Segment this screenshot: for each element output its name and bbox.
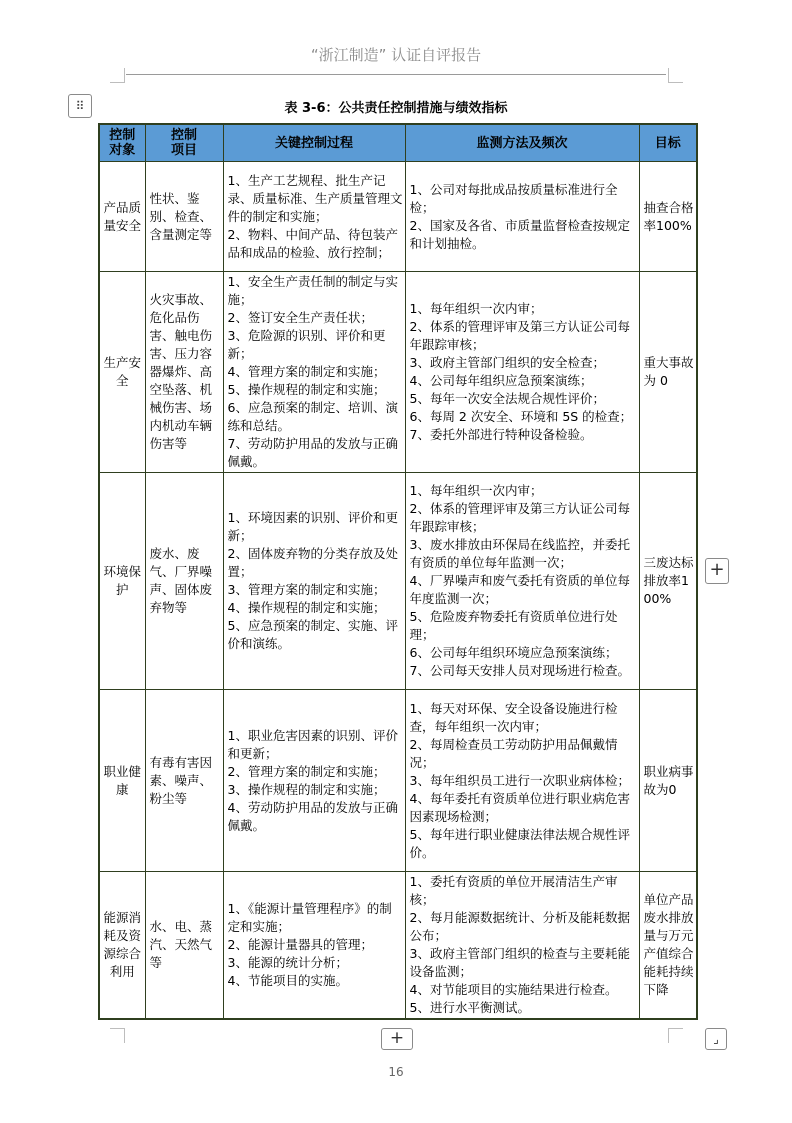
cell-process[interactable]: 1、职业危害因素的识别、评价和更新； 2、管理方案的制定和实施； 3、操作规程的制定和实施； 4、劳动防护用品的发放与正确佩戴。: [223, 690, 405, 872]
cell-process[interactable]: 1、环境因素的识别、评价和更新； 2、固体废弃物的分类存放及处置； 3、管理方案的制定和实施； 4、操作规程的制定和实施； 5、应急预案的制定、实施、评价和演练。: [223, 473, 405, 690]
page-number: 16: [388, 1065, 404, 1079]
column-header-target: 目标: [639, 124, 697, 162]
add-row-button[interactable]: +: [381, 1028, 413, 1050]
table-row: [99, 473, 697, 690]
cell-item[interactable]: 水、电、蒸汽、天然气等: [145, 872, 223, 1019]
cell-target[interactable]: 单位产品废水排放量与万元产值综合能耗持续下降: [639, 872, 697, 1019]
cell-object[interactable]: 生产安全: [99, 272, 145, 473]
cell-process[interactable]: 1、安全生产责任制的制定与实施； 2、签订安全生产责任状； 3、危险源的识别、评价和更新； 4、管理方案的制定和实施； 5、操作规程的制定和实施； 6、应急预案的制定、培训、演练和总结。 7、劳动防护用品的发放与正确佩戴。: [223, 272, 405, 473]
cell-process[interactable]: 1、生产工艺规程、批生产记录、质量标准、生产质量管理文件的制定和实施； 2、物料、中间产品、待包装产品和成品的检验、放行控制；: [223, 162, 405, 272]
table-row: [99, 690, 697, 872]
crop-mark-top-right: [668, 68, 683, 83]
crop-mark-bottom-right: [668, 1028, 683, 1043]
cell-monitor[interactable]: 1、公司对每批成品按质量标准进行全检； 2、国家及各省、市质量监督检查按规定和计划抽检。: [405, 162, 639, 272]
crop-mark-top-left: [110, 68, 125, 83]
cell-object[interactable]: 环境保护: [99, 473, 145, 690]
cell-monitor[interactable]: 1、每年组织一次内审； 2、体系的管理评审及第三方认证公司每年跟踪审核； 3、废水排放由环保局在线监控，并委托有资质的单位每年监测一次； 4、厂界噪声和废气委托有资质的单位每年度监测一次； 5、危险废弃物委托有资质单位进行处理； 6、公司每年组织环境应急预案演练； 7、公司每天安排人员对现场进行检查。: [405, 473, 639, 690]
cell-monitor[interactable]: 1、每年组织一次内审； 2、体系的管理评审及第三方认证公司每年跟踪审核； 3、政府主管部门组织的安全检查； 4、公司每年组织应急预案演练； 5、每年一次安全法规合规性评价； 6、每周 2 次安全、环境和 5S 的检查； 7、委托外部进行特种设备检验。: [405, 272, 639, 473]
table-title: 表 3-6：公共责任控制措施与绩效指标: [284, 101, 508, 116]
cell-object[interactable]: 职业健康: [99, 690, 145, 872]
table-row: [99, 872, 697, 1019]
cell-item[interactable]: 火灾事故、危化品伤害、触电伤害、压力容器爆炸、高空坠落、机械伤害、场内机动车辆伤害等: [145, 272, 223, 473]
column-header-process: 关键控制过程: [223, 124, 405, 162]
cell-target[interactable]: 三废达标排放率100%: [639, 473, 697, 690]
table-move-handle-icon[interactable]: ⠿: [68, 94, 92, 118]
column-header-item: 控制 项目: [145, 124, 223, 162]
crop-mark-bottom-left: [110, 1028, 125, 1043]
column-header-object: 控制 对象: [99, 124, 145, 162]
responsibility-table: [98, 123, 698, 1020]
cell-item[interactable]: 性状、鉴别、检查、含量测定等: [145, 162, 223, 272]
cell-object[interactable]: 能源消耗及资源综合利用: [99, 872, 145, 1019]
header-divider: [126, 74, 666, 75]
column-header-monitor: 监测方法及频次: [405, 124, 639, 162]
cell-monitor[interactable]: 1、委托有资质的单位开展清洁生产审核； 2、每月能源数据统计、分析及能耗数据公布； 3、政府主管部门组织的检查与主要耗能设备监测； 4、对节能项目的实施结果进行检查。 5、进行水平衡测试。: [405, 872, 639, 1019]
cell-target[interactable]: 职业病事故为0: [639, 690, 697, 872]
cell-target[interactable]: 重大事故为 0: [639, 272, 697, 473]
cell-target[interactable]: 抽查合格率100%: [639, 162, 697, 272]
cell-item[interactable]: 废水、废气、厂界噪声、固体废弃物等: [145, 473, 223, 690]
add-column-button[interactable]: +: [705, 558, 729, 584]
cell-object[interactable]: 产品质量安全: [99, 162, 145, 272]
cell-item[interactable]: 有毒有害因素、噪声、粉尘等: [145, 690, 223, 872]
table-resize-icon[interactable]: ⌟: [705, 1028, 727, 1050]
table-row: [99, 272, 697, 473]
table-header-row: [99, 124, 697, 162]
cell-process[interactable]: 1、《能源计量管理程序》的制定和实施； 2、能源计量器具的管理； 3、能源的统计分析； 4、节能项目的实施。: [223, 872, 405, 1019]
cell-monitor[interactable]: 1、每天对环保、安全设备设施进行检查，每年组织一次内审； 2、每周检查员工劳动防护用品佩戴情况； 3、每年组织员工进行一次职业病体检； 4、每年委托有资质单位进行职业病危害因素现场检测； 5、每年进行职业健康法律法规合规性评价。: [405, 690, 639, 872]
page-header: “浙江制造” 认证自评报告: [310, 46, 482, 64]
table-row: [99, 162, 697, 272]
